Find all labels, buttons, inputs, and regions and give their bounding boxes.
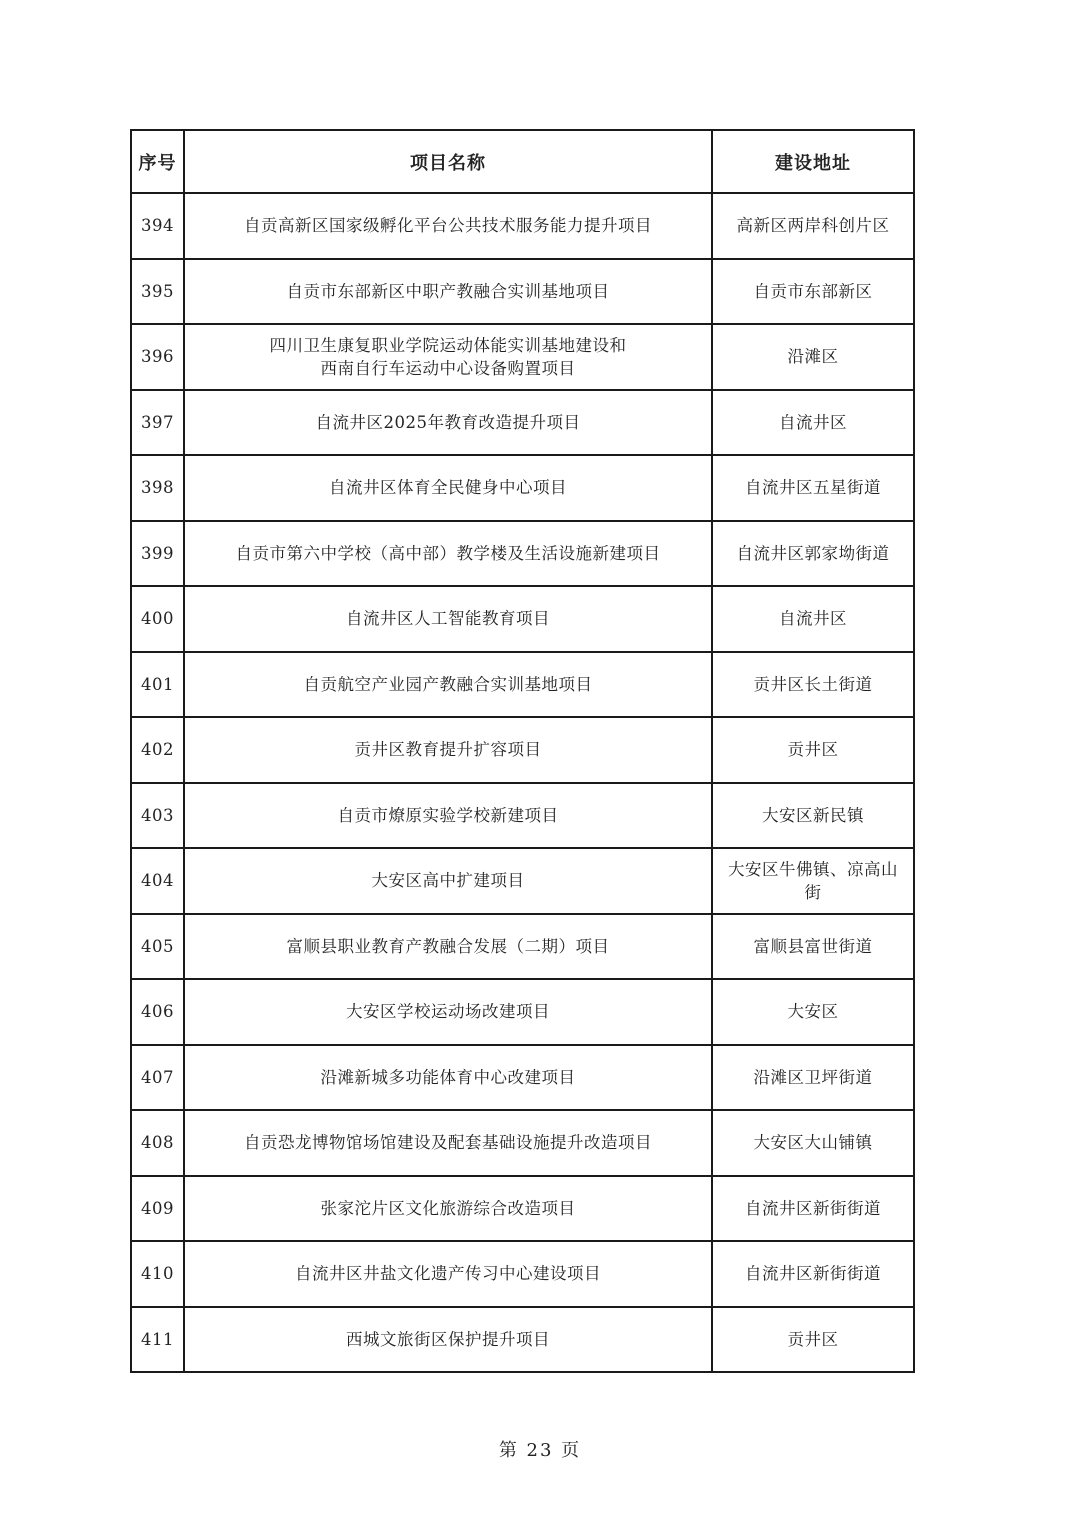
table-body [131, 193, 914, 1372]
row-project-name: 贡井区教育提升扩容项目 [184, 717, 712, 783]
row-serial-number: 396 [131, 324, 184, 390]
table-row [131, 455, 914, 521]
row-project-name: 自贡市燎原实验学校新建项目 [184, 783, 712, 849]
row-construction-address: 富顺县富世街道 [712, 914, 914, 980]
row-construction-address: 贡井区 [712, 1307, 914, 1373]
table-row [131, 390, 914, 456]
row-serial-number: 394 [131, 193, 184, 259]
row-serial-number: 404 [131, 848, 184, 914]
row-serial-number: 407 [131, 1045, 184, 1111]
row-project-name: 自流井区2025年教育改造提升项目 [184, 390, 712, 456]
row-construction-address: 自贡市东部新区 [712, 259, 914, 325]
row-serial-number: 399 [131, 521, 184, 587]
table-row [131, 979, 914, 1045]
row-construction-address: 沿滩区 [712, 324, 914, 390]
table-row [131, 1110, 914, 1176]
row-construction-address: 自流井区新街街道 [712, 1176, 914, 1242]
row-serial-number: 410 [131, 1241, 184, 1307]
row-serial-number: 405 [131, 914, 184, 980]
row-serial-number: 409 [131, 1176, 184, 1242]
row-project-name: 自贡高新区国家级孵化平台公共技术服务能力提升项目 [184, 193, 712, 259]
row-project-name: 自贡市东部新区中职产教融合实训基地项目 [184, 259, 712, 325]
row-project-name: 西城文旅街区保护提升项目 [184, 1307, 712, 1373]
row-project-name: 大安区高中扩建项目 [184, 848, 712, 914]
table-row [131, 324, 914, 390]
project-table [130, 129, 915, 1373]
row-construction-address: 大安区大山铺镇 [712, 1110, 914, 1176]
header-construction-address: 建设地址 [712, 130, 914, 193]
page-number: 第 23 页 [498, 1440, 582, 1461]
row-project-name: 大安区学校运动场改建项目 [184, 979, 712, 1045]
table-row [131, 193, 914, 259]
table-row [131, 783, 914, 849]
row-construction-address: 贡井区 [712, 717, 914, 783]
table-row [131, 1307, 914, 1373]
table-row [131, 914, 914, 980]
table-header-row [131, 130, 914, 193]
table-row [131, 848, 914, 914]
row-construction-address: 自流井区郭家坳街道 [712, 521, 914, 587]
row-project-name: 四川卫生康复职业学院运动体能实训基地建设和 西南自行车运动中心设备购置项目 [184, 324, 712, 390]
table-row [131, 1045, 914, 1111]
row-project-name: 自贡航空产业园产教融合实训基地项目 [184, 652, 712, 718]
row-construction-address: 大安区 [712, 979, 914, 1045]
row-serial-number: 403 [131, 783, 184, 849]
table-row [131, 717, 914, 783]
row-serial-number: 408 [131, 1110, 184, 1176]
table-row [131, 586, 914, 652]
row-serial-number: 401 [131, 652, 184, 718]
row-construction-address: 高新区两岸科创片区 [712, 193, 914, 259]
row-project-name: 张家沱片区文化旅游综合改造项目 [184, 1176, 712, 1242]
row-project-name: 自流井区井盐文化遗产传习中心建设项目 [184, 1241, 712, 1307]
header-project-name: 项目名称 [184, 130, 712, 193]
row-project-name: 自流井区体育全民健身中心项目 [184, 455, 712, 521]
row-project-name: 自贡市第六中学校（高中部）教学楼及生活设施新建项目 [184, 521, 712, 587]
row-serial-number: 411 [131, 1307, 184, 1373]
row-project-name: 自贡恐龙博物馆场馆建设及配套基础设施提升改造项目 [184, 1110, 712, 1176]
row-construction-address: 大安区牛佛镇、凉高山 街 [712, 848, 914, 914]
header-serial-number: 序号 [131, 130, 184, 193]
row-construction-address: 大安区新民镇 [712, 783, 914, 849]
row-serial-number: 398 [131, 455, 184, 521]
row-project-name: 富顺县职业教育产教融合发展（二期）项目 [184, 914, 712, 980]
row-construction-address: 自流井区 [712, 586, 914, 652]
row-serial-number: 400 [131, 586, 184, 652]
row-construction-address: 贡井区长土街道 [712, 652, 914, 718]
row-construction-address: 自流井区新街街道 [712, 1241, 914, 1307]
row-serial-number: 406 [131, 979, 184, 1045]
row-project-name: 自流井区人工智能教育项目 [184, 586, 712, 652]
row-construction-address: 自流井区 [712, 390, 914, 456]
table-row [131, 259, 914, 325]
table-row [131, 1176, 914, 1242]
row-serial-number: 397 [131, 390, 184, 456]
table-row [131, 521, 914, 587]
row-project-name: 沿滩新城多功能体育中心改建项目 [184, 1045, 712, 1111]
table-row [131, 1241, 914, 1307]
table-row [131, 652, 914, 718]
row-construction-address: 自流井区五星街道 [712, 455, 914, 521]
row-serial-number: 395 [131, 259, 184, 325]
row-serial-number: 402 [131, 717, 184, 783]
row-construction-address: 沿滩区卫坪街道 [712, 1045, 914, 1111]
